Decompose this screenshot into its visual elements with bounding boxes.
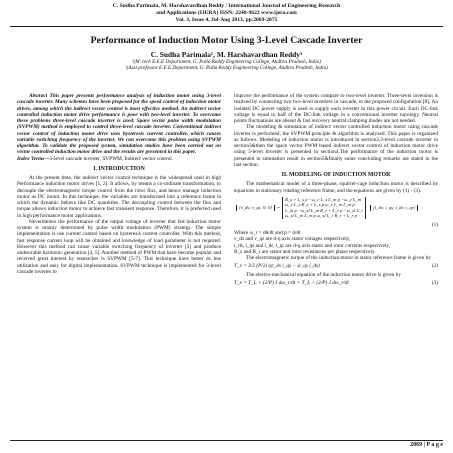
body-columns xyxy=(17,93,438,436)
model-paragraph-1: The mathematical model of a three-phase, squirrel-cage induction motor is described by equations in stationary rotating reference frame, and the equations are given by (1) - (3). xyxy=(234,181,438,194)
section-heading-introduction: I. INTRODUCTION xyxy=(93,165,145,172)
equation-3 xyxy=(234,280,438,286)
equation-3-body: T_e = T_L + (2/P) J dω_r/dt = T_L + (2/P) J dω_r/dt xyxy=(234,279,349,286)
matrix-body xyxy=(282,197,366,219)
page-footer xyxy=(10,440,443,448)
variables-line-2: i_ds, i_qs and i_dr, i_qr are d-q axis stator and rotor currents respectively, xyxy=(234,242,391,249)
equation-2-body: T_e = 3/2 (P/2) (ψ_ds i_qs − ψ_qs i_ds) xyxy=(234,263,320,270)
torque-text: The electromagnetic torque of the induction motor in stator reference frame is given by xyxy=(246,255,431,261)
left-column xyxy=(17,93,221,436)
abstract xyxy=(17,93,221,156)
journal-header-line2: and Applications (IJERA) ISSN: 2248-9622 www.ijera.com xyxy=(156,10,297,16)
journal-header xyxy=(0,0,453,27)
equation-3-number: (3) xyxy=(431,279,438,286)
abstract-label: Abstract xyxy=(29,93,48,99)
matrix-row-3: L_m p −ω_sl L_m R_r + L_r p −ω_sl L_r xyxy=(285,207,364,213)
matrix-row-2: ω_e L_s R_s + L_s p ω_e L_m L_m p xyxy=(285,202,355,208)
intro-paragraph-2: Nevertheless the performance of the output voltage of inverter that fed induction motor system is mainly determined by pulse width modulation (PWM) strategy. The simple implementation is use current control based on hysteresis current controller. With this method, fast response current loop will be obtained and knowledge of load parameter is not required. However this method can cause variable switching frequency of inverter [3] and produce undesirable harmonic generation [4, 5]. Another method of PWM that have become popular and received great interest by researcher is SVPWM [5-7]. This technique have better dc bus utilization and easy for digital implementation. SVPWM technique is implemented for 3-level cascade inverter to xyxy=(17,218,221,275)
abstract-text: This paper presents performance analysis of induction motor using 3-level cascade inverter. Many schemes have been proposed for the speed control of induction motor drives, among which the indirect vector control is most effective method. An indirect vector controlled induction motor drive performance is poor with two-level inverter. To overcome these problems three-level cascade inverter is used. Space vector pulse width modulation (SVPWM) method is employed to control three-level cascade inverter. Conventional indirect vector control of induction motor drive uses hysteresis current controller, which causes variable switching frequency of the inverter. We can overcome this problem using SVPWM algorithm. To validate the proposed system, simulation studies have been carried out on vector controlled induction motor drive and the results are presented in this paper. xyxy=(17,93,221,156)
index-terms-text: 3-level cascade inverter, SVPWM, Indirect vector control. xyxy=(49,155,174,162)
affiliation-2: ²(Asst professor E.E.E Department, G. Pulla Reddy Engineering College, Andhra Pradesh, India) xyxy=(125,65,328,72)
matrix-row-1: R_s + L_s p −ω_e L_s L_m p −ω_e L_m xyxy=(285,196,362,202)
section-heading-modeling: II. MODELING OF INDUCTION MOTOR xyxy=(281,172,391,178)
paper-authors: C. Sudha Parimala¹, M. Harshavardhan Reddy² xyxy=(150,50,303,59)
matrix-row-4: ω_sl L_m L_m p ω_sl L_r R_r + L_r p xyxy=(285,213,357,219)
equation-2 xyxy=(234,263,438,269)
intro-paragraph-1: At the present time, the indirect vector control technique is the widespread used in high Performance induction motor drives [1, 2]. It allows, by means a co-ordinate transformation, to decouple the electromagnetic torque control from the rotor flux, and hence manage induction motor as DC motor. In this technique, the variables are transformed into a reference frame in which the dynamic behave like DC quantities. The decoupling control between the flux and torque allows induction motor to achieve fast transient response. Therefore, it is preferred used in high performance motor applications. xyxy=(17,175,221,219)
equation-2-number: (2) xyxy=(431,263,438,270)
right-column xyxy=(234,93,438,436)
equation-1-number-row xyxy=(234,222,438,228)
intro-paragraph-3: improve the performance of the system compare to two-level inverter. Three-level inversion is realized by connecting two two-level inverters in cascade, in the proposed configuration [8]. An isolated DC power supply is used to supply each inverter in this power circuit. Each DC-link voltage is equal to half of the DC-link voltage in a conventional inverter topology. Neutral points fluctuations are absent & fast recovery neutral clamping diodes are not needed. xyxy=(234,93,438,124)
matrix-rhs: [i_ds; i_qs; i_dr; i_qr] xyxy=(370,205,418,211)
matrix-lhs: [v_ds; v_qs; 0; 0] xyxy=(236,205,275,211)
journal-header-line3: Vol. 3, Issue 4, Jul-Aug 2013, pp.2069-2075 xyxy=(175,17,278,23)
intro-paragraph-4: The modeling & simulation of indirect vector controlled induction motor using cascade inverter is performed, the SVPWM principle & algorithm is analyzed. This paper is organized as follows. Modeling of induction motor is introduced in section2,3-level cascade inverter in section3&then the space vector PWM based indirect vector control of induction motor drive using 3-level inverter is presented in section4.The performance of the induction motor is presented in simulation result in section5&finally some concluding remarks are stated in the last section. xyxy=(234,124,438,168)
paper-title: Performance of Induction Motor Using 3-Level Cascade Inverter xyxy=(90,35,363,46)
index-terms xyxy=(17,156,221,162)
variables-line-3: R_s and R_r are stator and rotor resistances per phase respectively. xyxy=(234,248,376,255)
mechanical-text: The electro-mechanical equation of the induction motor drive is given by xyxy=(246,271,402,278)
equation-1-number: (1) xyxy=(431,221,438,228)
equation-1-matrix: [v_ds; v_qs; 0; 0] = R_s + L_s p −ω_e L_s L_m p −ω_e L_m ω_e L_s R_s + L_s p ω_e L_m L_m p L_m p −ω_sl L_m R_r + L_r p −ω_sl L_r ω_sl L_m L_m p ω_sl L_r R_r + L_r p [i_ds; i_qs; i_dr; i_qr] xyxy=(234,197,438,219)
index-terms-label: Index Terms— xyxy=(17,155,50,162)
affiliation-1: ¹(M. tech E.E.E Department, G. Pulla Reddy Engineering College, Andhra Pradesh, India) xyxy=(131,59,322,65)
where-text: Where ω_r = dθ/dt and p = d/dt xyxy=(234,230,301,236)
journal-header-line1: C. Sudha Parimala, M. Harshavardhan Reddy / International Journal of Engineering Research xyxy=(112,3,341,9)
variables-line-1: v_ds and v_qs are d-q axis stator voltages respectively, xyxy=(234,236,351,243)
header-rule xyxy=(10,26,443,27)
page-number: 2069 | P a g e xyxy=(410,442,443,448)
